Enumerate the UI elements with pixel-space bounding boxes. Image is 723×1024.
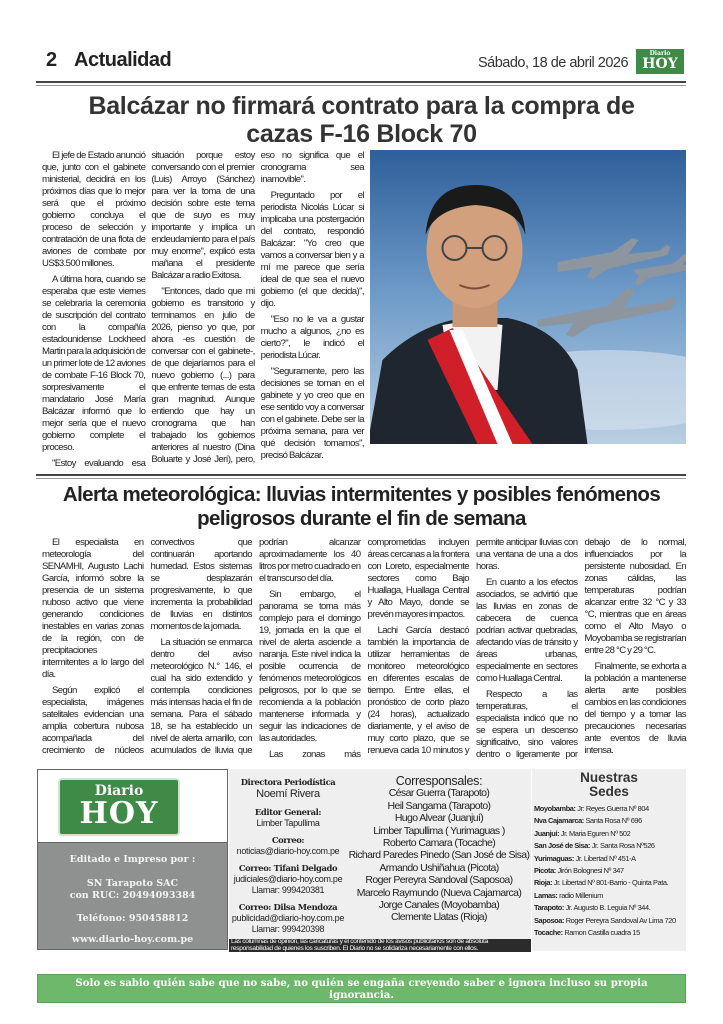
- sedes-box: [532, 769, 686, 951]
- article1: [42, 150, 686, 470]
- publisher-box: [37, 769, 228, 950]
- sedes-title-line: Sedes: [589, 783, 629, 799]
- sede-item: [534, 915, 676, 927]
- article1-body: [42, 150, 364, 470]
- quote-banner: Solo es sabio quién sabe que no sabe, no quién se engaña creyendo saber e ignora incluso su propia ignorancia.: [37, 974, 686, 1003]
- sede-address: Jr. Libertad Nº 801-Barrio - Quinta Pata.: [553, 878, 669, 888]
- sedes-title: [532, 771, 686, 798]
- sede-item: [534, 803, 676, 815]
- correspondent: Roberto Camara (Tocache): [382, 837, 496, 850]
- correspondents-title: Corresponsales:: [395, 774, 483, 788]
- correspondents-list: [347, 775, 531, 924]
- publisher-name: SN Tarapoto SAC: [86, 878, 179, 889]
- paragraph: "Eso no le va a gustar mucho a algunos, ¿no es cierto?", le indicó el periodista Lúcar.: [260, 314, 364, 361]
- staff-email[interactable]: noticias@diario-hoy.com.pe: [236, 846, 340, 856]
- correspondent: Richard Paredes Pinedo (San José de Sisa): [348, 849, 530, 862]
- sede-address: Jirón Bolognesi Nº 347: [557, 866, 624, 876]
- article2-headline: Alerta meteorológica: lluvias intermitentes y posibles fenómenos peligrosos durante el fin de semana: [62, 483, 661, 530]
- article1-headline: Balcázar no firmará contrato para la compra de cazas F-16 Block 70: [88, 92, 635, 148]
- logo-top-text: Diario: [94, 783, 144, 799]
- page-number: 2: [46, 49, 58, 71]
- sede-item: [534, 877, 676, 889]
- paragraph: "Entonces, dado que mi gobierno es transitorio y terminamos en julio de 2026, pienso yo que, por ahora -es cuestión de conversar con el gabinete-, de que dejaríamos para el nuevo gobierno (...) para que enfrente temas de esta gran magnitud. Aunque entiendo que hay un cronograma que han trabajado los gobiernos anteriores al nuestro (Dina Boluarte y José Jerí), pero, eso no significa que el cronograma sea inamovible".: [151, 150, 364, 465]
- paragraph: El jefe de Estado anunció que, junto con el gabinete ministerial, decidirá en los próximos días que lo mejor será que el próximo gobierno concluya el proceso de selección y contratación de una flota de aviones de combate por US$3.500 millones.: [42, 150, 146, 269]
- sede-address: Jr. Santa Rosa Nº526: [591, 841, 655, 851]
- logo-main-text: HOY: [79, 796, 159, 831]
- sede-item: [534, 828, 676, 840]
- paragraph: "Seguramente, pero las decisiones se toman en el gabinete y yo creo que en ese sentido voy a conversar con el gabinete. Debe ser la próxima semana, para ver qué decisión tomamos", precisó Balcázar.: [260, 366, 364, 461]
- sede-city: Nva Cajamarca:: [534, 816, 584, 826]
- paragraph: En cuanto a los efectos asociados, se advirtió que las lluvias en zonas de cabecera de cuenca podrían activar quebradas, afectando vías de tránsito y áreas urbanas, especialmente en sectores como Huallaga Central.: [476, 577, 578, 684]
- correspondent: Roger Pereyra Sandoval (Saposoa): [365, 874, 513, 887]
- sede-address: radio Millenium: [559, 890, 603, 900]
- staff-phone: Llamar: 999420398: [251, 924, 325, 934]
- sede-city: Lamas:: [534, 890, 558, 900]
- sede-address: Jr. Libertad Nº 451-A: [575, 853, 636, 863]
- staff-box: [229, 769, 531, 939]
- sede-city: Rioja:: [534, 878, 553, 888]
- header-divider: [36, 81, 686, 86]
- staff-name: Noemí Rivera: [256, 788, 320, 800]
- staff-role: Correo: Tifani Delgado: [238, 863, 338, 873]
- sede-address: Santa Rosa Nº 696: [585, 816, 642, 826]
- staff-phone: Llamar: 999420381: [251, 885, 325, 895]
- section-title: Actualidad: [74, 49, 172, 71]
- article2-body: [42, 537, 686, 761]
- sede-item: [534, 840, 676, 852]
- logo-main-text: HOY: [642, 56, 678, 72]
- sede-city: Picota:: [534, 866, 556, 876]
- sede-address: Jr. Maria Eguren Nº 502: [560, 828, 631, 838]
- publisher-label: Editado e Impreso por :: [69, 854, 196, 865]
- footer: [0, 769, 723, 952]
- sede-address: Jr. Augusto B. Leguia Nº 344.: [565, 903, 651, 913]
- paragraph: "Estoy evaluando esa situación porque estoy conversando con el premier (Luis) Arroyo (Sánchez) para ver la toma de una decisión sobre este tema que de suyo es muy importante y implica un endeudamiento para el país muy enorme", explicó esta mañana el presidente Balcázar a radio Exitosa.: [52, 150, 255, 469]
- sede-city: Saposoa:: [534, 915, 565, 925]
- correspondent: Limber Tapullima ( Yurimaguas ): [373, 824, 505, 837]
- correspondent: Armando Ushiñahua (Picota): [379, 861, 499, 874]
- sede-city: Tarapoto:: [534, 903, 564, 913]
- disclaimer: Las columnas de opinión, las caricaturas y el contenido de los avisos publicitarios son de absoluta responsabilidad de quienes los suscriben. El Diario no se solidariza necesariamente con ellos.: [229, 939, 531, 952]
- sedes-title-line: Nuestras: [580, 770, 638, 785]
- paragraph: Lachi García destacó también la importancia de utilizar herramientas de monitoreo meteorológico en diferentes escalas de tiempo. Entre ellas, el pronóstico de corto plazo (24 horas), actualizado diariamente, y el aviso de muy corto plazo, que se renueva cada 10 minutos y permite anticipar lluvias con una ventana de una a dos horas.: [367, 537, 578, 756]
- staff-email[interactable]: publicidad@diario-hoy.com.pe: [231, 913, 345, 923]
- sede-city: Yurimaguas:: [534, 853, 574, 863]
- correspondent: César Guerra (Tarapoto): [388, 787, 490, 800]
- page-header: [0, 0, 723, 92]
- paragraph: Respecto a las temperaturas, el especialista indicó que no se espera un descenso significativo, sino valores dentro o ligeramente por debajo de lo normal, influenciados por la persistente nubosidad. En zonas cálidas, las temperaturas podrían alcanzar entre 32 °C y 33 °C, mientras que en áreas como el Alto Mayo o Moyobamba se registrarían entre 28 °C y 29 °C.: [476, 537, 686, 760]
- paragraph: A última hora, cuando se esperaba que este viernes se celebraría la ceremonia de suscripción del contrato con la compañía estadounidense Lockheed Martin para la adquisición de un primer lote de 12 aviones de combate F-16 Block 70, sorpresivamente el mandatario José María Balcázar informó que lo mejor sería que el nuevo gobierno complete el proceso.: [42, 274, 146, 453]
- sede-city: Moyobamba:: [534, 804, 576, 813]
- sede-item: [534, 865, 676, 877]
- staff-role: Correo: Dilsa Mendoza: [238, 902, 338, 912]
- correspondent: Jorge Canales (Moyobamba): [378, 899, 500, 912]
- paragraph: Las zonas más comprometidas incluyen áreas cercanas a la frontera con Loreto, especialmente sectores como Bajo Huallaga, Huallaga Central y Alto Mayo, donde se prevén mayores impactos.: [269, 537, 469, 760]
- paragraph: Sin embargo, el panorama se torna más complejo para el domingo 19, jornada en la que el nivel de alerta asciende a naranja. Este nivel indica la posible ocurrencia de fenómenos meteorológicos peligrosos, por lo que se recomienda a la población mantenerse informada y seguir las indicaciones de las autoridades.: [259, 589, 361, 744]
- sede-address: Ramon Castilla cuadra 15: [564, 928, 640, 938]
- staff-role: Editor General:: [254, 807, 322, 817]
- sede-item: [534, 815, 676, 827]
- sede-city: San José de Sisa:: [534, 841, 591, 851]
- correspondent: Clemente Llatas (Rioja): [391, 911, 487, 924]
- sedes-list: [534, 803, 676, 939]
- paragraph: El especialista en meteorología del SENAMHI, Augusto Lachi García, informó sobre la presencia de un sistema nuboso activo que viene generando condiciones inestables en varias zonas de la región, con de precipitaciones intermitentes a lo largo del día.: [42, 537, 144, 680]
- logo-top-text: Diario: [649, 50, 671, 57]
- sede-city: Tocache:: [534, 928, 563, 938]
- sede-item: [534, 853, 676, 865]
- paragraph: Preguntado por el periodista Nicolás Lúcar si implicaba una postergación del contrato, respondió Balcázar: "Yo creo que vamos a conversar bien y a mí me parece que sería ideal de que sea el nuevo gobierno (el que decida)", dijo.: [260, 190, 364, 309]
- sede-item: [534, 927, 676, 939]
- diario-hoy-logo: [58, 778, 180, 836]
- article1-photo: [370, 150, 686, 444]
- sede-address: Jr: Reyes Guerra Nº 804: [577, 804, 649, 813]
- sede-city: Juanjuí:: [534, 828, 560, 838]
- sede-address: Roger Pereyra Sandoval Av Lima 720: [565, 915, 676, 925]
- correspondent: Marcelo Raymundo (Nueva Cajamarca): [356, 886, 522, 899]
- header-logo: [636, 49, 684, 74]
- paragraph: Según explicó el especialista, imágenes satelitales evidencian una amplia cobertura nubosa acompañada del crecimiento de núcleos convectivos que continuarán aportando humedad. Estos sistemas se desplazarán progresivamente, lo que incrementa la probabilidad de lluvias en distintos momentos de la jornada.: [42, 537, 252, 756]
- correspondent: Heil Sangama (Tarapoto): [387, 799, 491, 812]
- publisher-ruc: con RUC: 20494093384: [69, 890, 196, 901]
- staff-name: Limber Tapullima: [256, 818, 320, 828]
- correspondent: Hugo Alvear (Juanjuí): [394, 812, 484, 825]
- staff-list: [229, 777, 347, 935]
- logo-area: [38, 770, 227, 843]
- sede-item: [534, 890, 676, 902]
- sede-item: [534, 902, 676, 914]
- staff-role: Correo:: [271, 835, 305, 845]
- issue-date: Sábado, 18 de abril 2026: [478, 55, 629, 71]
- publisher-phone: Teléfono: 950458812: [76, 913, 189, 924]
- staff-email[interactable]: judiciales@diario-hoy.com.pe: [233, 874, 343, 884]
- staff-role: Directora Periodística: [240, 777, 336, 787]
- article-divider: [36, 474, 686, 479]
- paragraph: Finalmente, se exhorta a la población a mantenerse alerta ante posibles cambios en las condiciones del tiempo y a tomar las precauciones necesarias ante eventos de lluvia intensa.: [584, 661, 686, 756]
- paragraph: La situación se enmarca dentro del aviso meteorológico N.° 146, el cual ha sido extendido y contempla condiciones más intensas hacia el fin de semana. Para el sábado 18, se ha establecido un nivel de alerta amarillo, con acumulados de lluvia que podrían alcanzar aproximadamente los 40 litros por metro cuadrado en el transcurso del día.: [150, 537, 361, 756]
- website-link[interactable]: www.diario-hoy.com.pe: [71, 934, 194, 945]
